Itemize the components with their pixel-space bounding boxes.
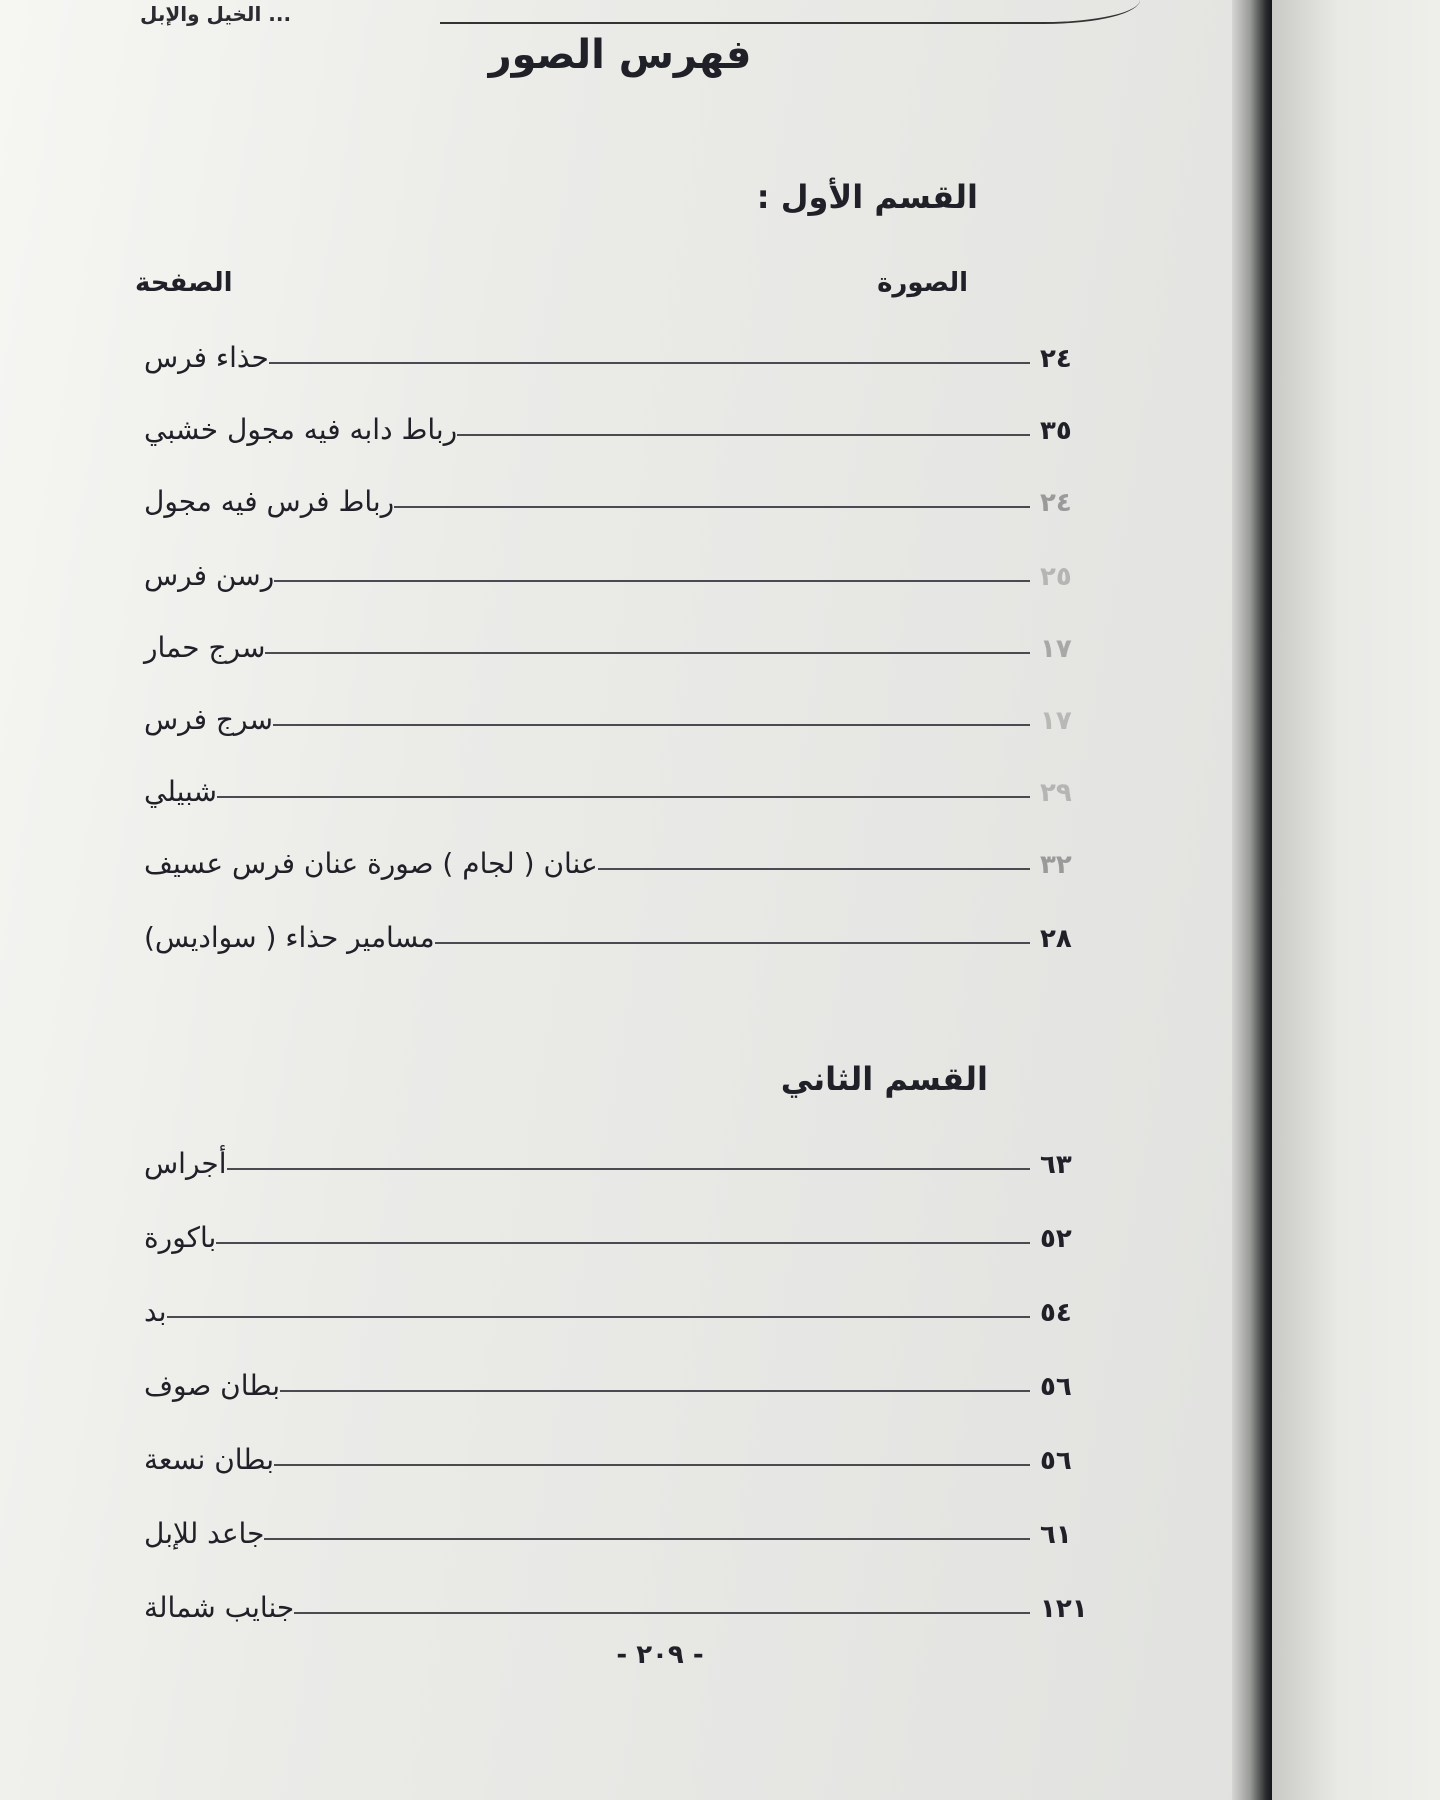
index-row (130, 692, 1150, 736)
leader-line (274, 1464, 1030, 1466)
index-row (130, 548, 1150, 592)
entry-label: سرج فرس (144, 703, 273, 736)
index-row (130, 474, 1150, 518)
leader-line (217, 796, 1030, 798)
entry-label: رباط فرس فيه مجول (144, 485, 395, 518)
entry-page: ٦٣ (1040, 1150, 1072, 1180)
entry-label: شبيلي (144, 775, 217, 808)
entry-page: ٢٨ (1040, 924, 1072, 954)
entry-page: ٢٩ (1040, 778, 1072, 808)
index-row (130, 836, 1150, 880)
leader-line (280, 1390, 1030, 1392)
entry-page: ٦١ (1040, 1520, 1072, 1550)
entry-label: بطان نسعة (144, 1443, 275, 1476)
entry-page: ٢٤ (1040, 488, 1072, 518)
entry-page: ٥٢ (1040, 1224, 1072, 1254)
index-row (130, 1358, 1150, 1402)
entry-label: رباط دابه فيه مجول خشبي (144, 413, 458, 446)
index-row (130, 620, 1150, 664)
index-row (130, 1432, 1150, 1476)
entry-label: مسامير حذاء ( سواديس) (144, 921, 435, 954)
running-head: ... الخيل والإبل (140, 2, 292, 26)
entry-page: ٥٦ (1040, 1372, 1072, 1402)
entry-page: ٢٤ (1040, 344, 1072, 374)
entry-label: أجراس (144, 1147, 227, 1180)
leader-line (435, 942, 1030, 944)
page-title: فهرس الصور (488, 32, 752, 78)
entry-label: باكورة (144, 1221, 217, 1254)
leader-line (598, 868, 1030, 870)
entry-label: حذاء فرس (144, 341, 269, 374)
entry-page: ٣٢ (1040, 850, 1072, 880)
entry-page: ١٧ (1040, 634, 1072, 664)
entry-page: ٥٦ (1040, 1446, 1072, 1476)
leader-line (265, 652, 1030, 654)
entry-page: ٢٥ (1040, 562, 1072, 592)
facing-page (1272, 0, 1440, 1800)
index-row (130, 1284, 1150, 1328)
index-row (130, 1136, 1150, 1180)
leader-line (457, 434, 1030, 436)
book-spine (1232, 0, 1272, 1800)
entry-label: عنان ( لجام ) صورة عنان فرس عسيف (144, 847, 598, 880)
leader-line (394, 506, 1030, 508)
entry-label: جاعد للإبل (144, 1517, 265, 1550)
column-header-image: الصورة (877, 268, 968, 298)
entry-label: رسن فرس (144, 559, 275, 592)
leader-line (274, 580, 1030, 582)
index-row (130, 910, 1150, 954)
leader-line (264, 1538, 1030, 1540)
entry-page: ١٧ (1040, 706, 1072, 736)
index-row (130, 1506, 1150, 1550)
leader-line (216, 1242, 1030, 1244)
index-row (130, 1580, 1150, 1624)
index-row (130, 330, 1150, 374)
section-2-title: القسم الثاني (780, 1060, 988, 1098)
leader-line (294, 1612, 1030, 1614)
entry-page: ٥٤ (1040, 1298, 1072, 1328)
entry-label: بطان صوف (144, 1369, 281, 1402)
entry-label: جنايب شمالة (144, 1591, 295, 1624)
index-row (130, 402, 1150, 446)
leader-line (273, 724, 1030, 726)
entry-page: ٣٥ (1040, 416, 1072, 446)
leader-line (167, 1316, 1031, 1318)
column-header-page: الصفحة (135, 268, 233, 298)
leader-line (269, 362, 1030, 364)
section-1-title: القسم الأول : (756, 178, 978, 216)
index-row (130, 1210, 1150, 1254)
index-row (130, 764, 1150, 808)
entry-label: بد (144, 1295, 167, 1328)
entry-label: سرج حمار (144, 631, 266, 664)
leader-line (227, 1168, 1031, 1170)
entry-page: ١٢١ (1040, 1594, 1088, 1624)
page-number: - ٢٠٩ - (616, 1640, 704, 1670)
header-rule (440, 0, 1140, 24)
